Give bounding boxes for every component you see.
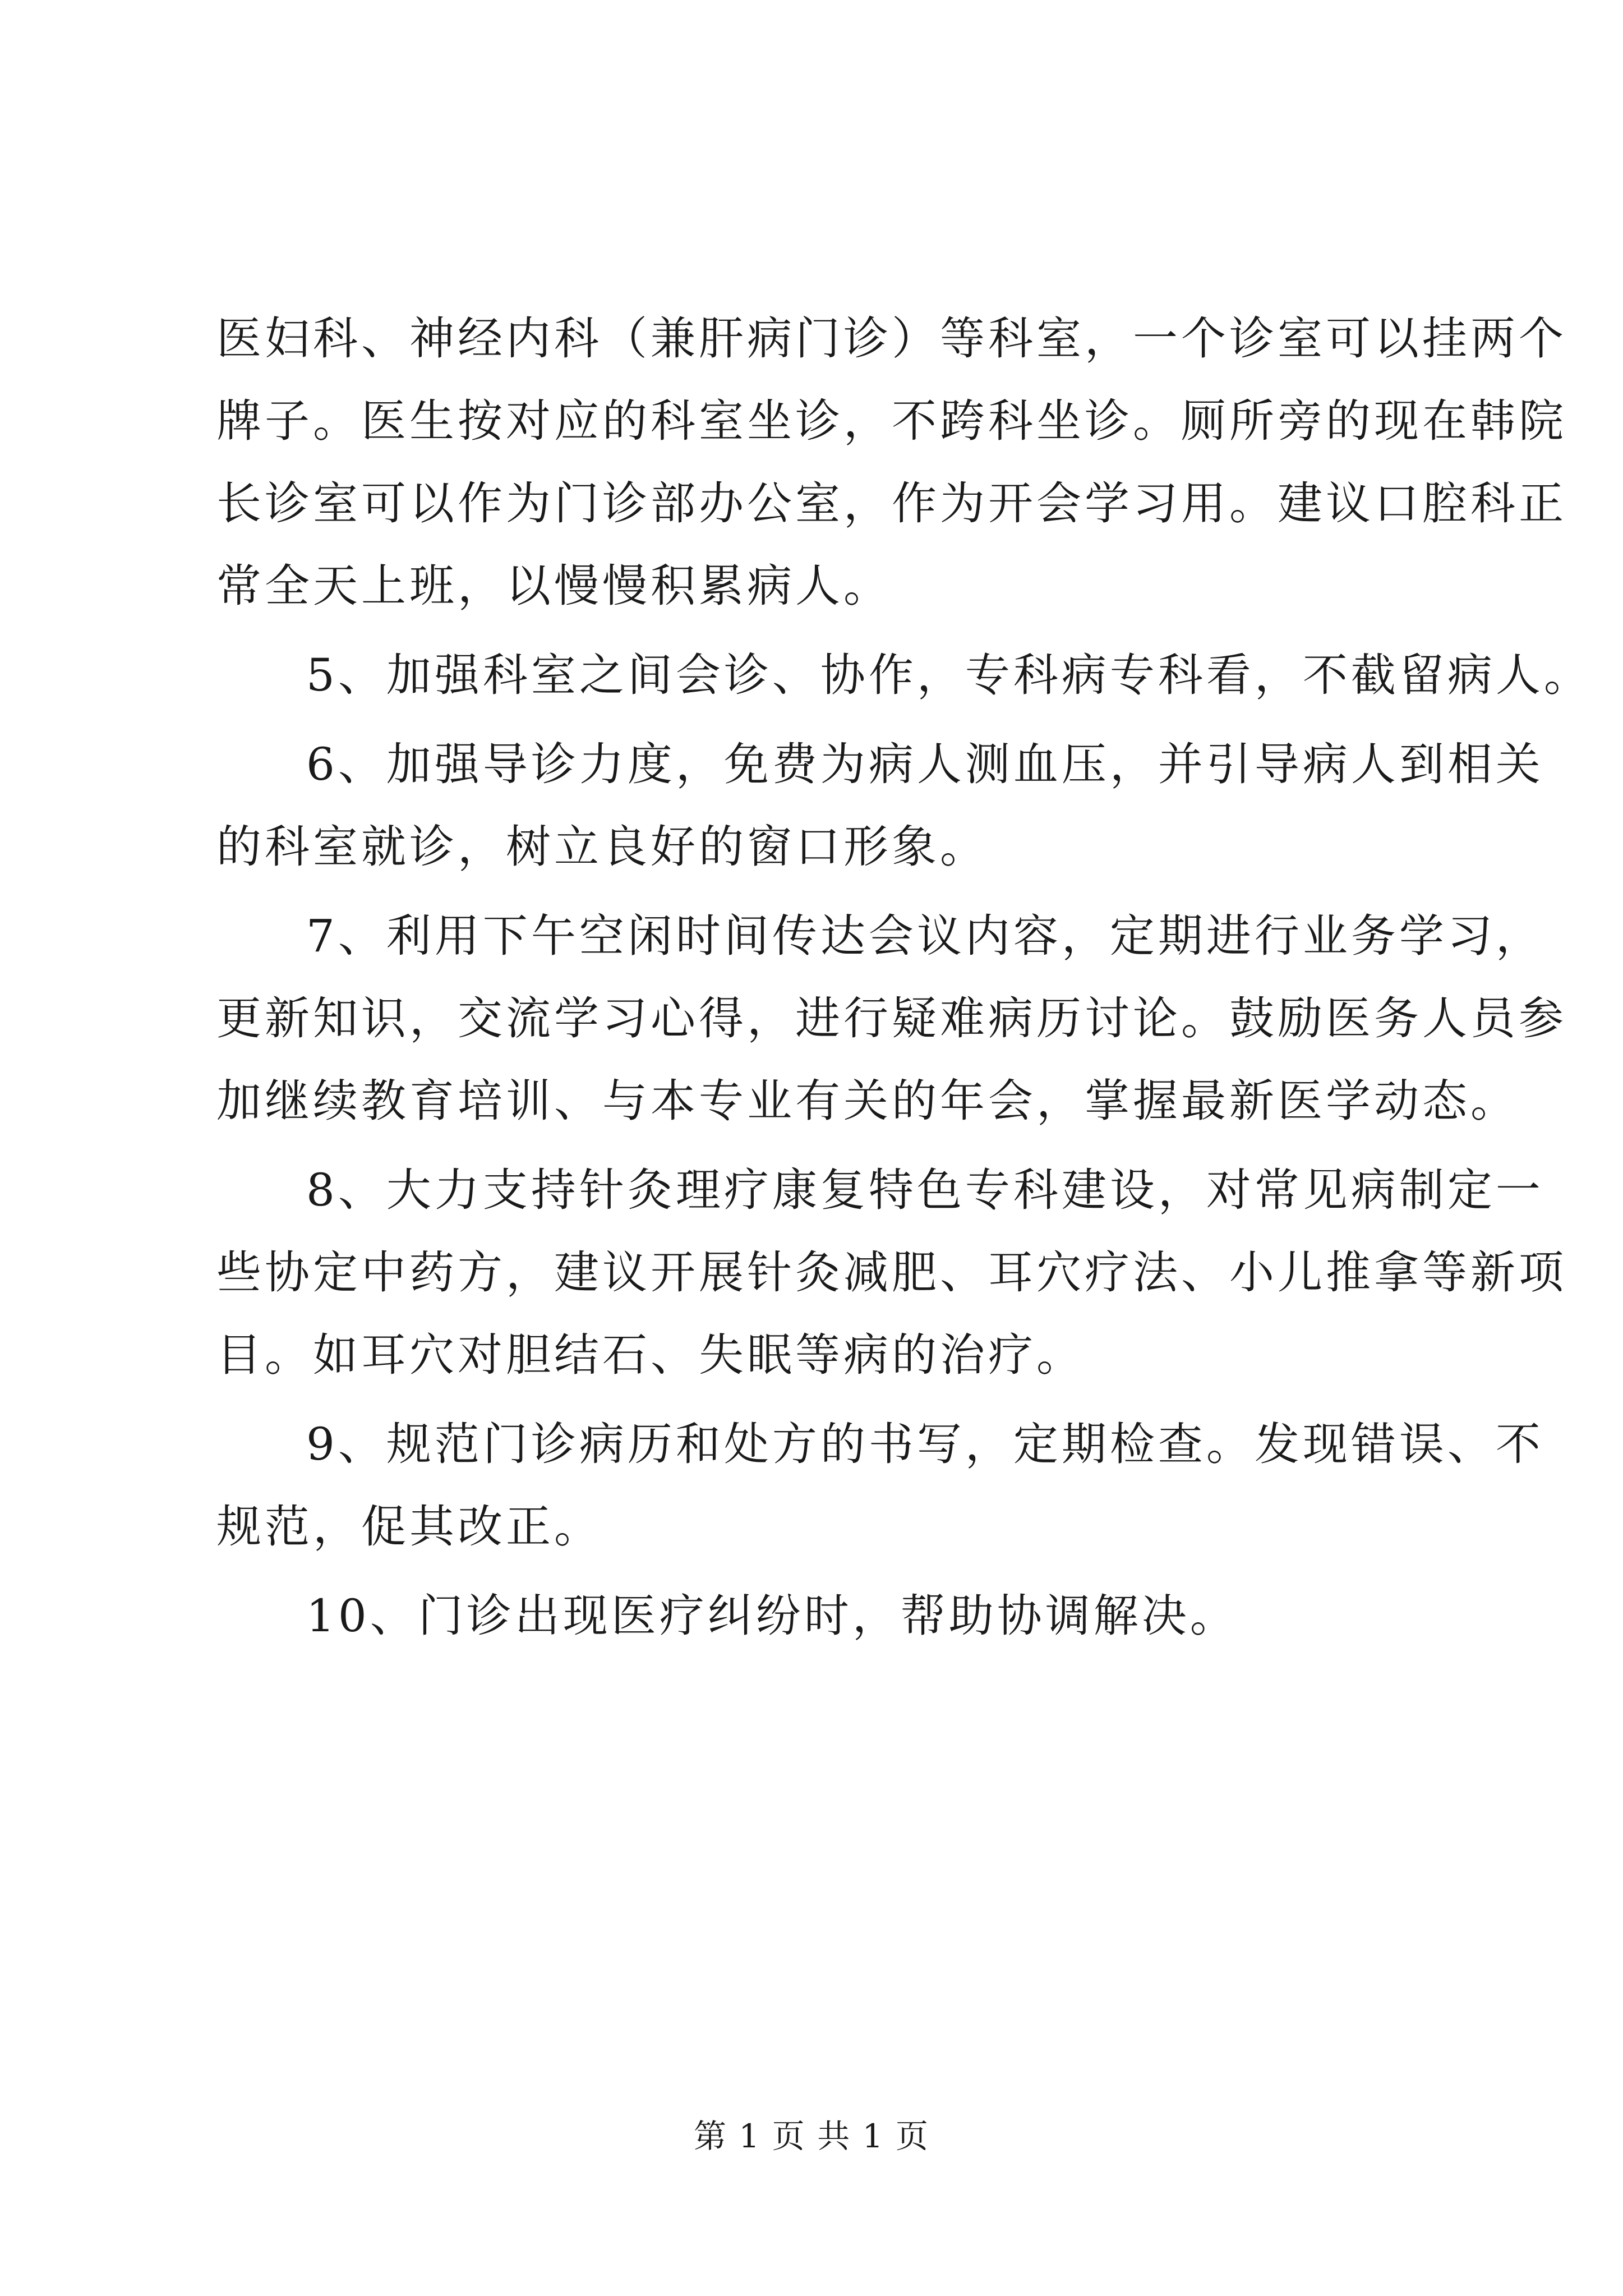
paragraph-line: 长诊室可以作为门诊部办公室，作为开会学习用。建议口腔科正 — [216, 477, 1567, 530]
paragraph-line: 更新知识，交流学习心得，进行疑难病历讨论。鼓励医务人员参 — [216, 992, 1567, 1045]
paragraph-line: 牌子。医生按对应的科室坐诊，不跨科坐诊。厕所旁的现在韩院 — [216, 395, 1567, 447]
paragraph-line: 些协定中药方，建议开展针灸减肥、耳穴疗法、小儿推拿等新项 — [216, 1246, 1567, 1299]
paragraph-line: 6、加强导诊力度，免费为病人测血压，并引导病人到相关 — [306, 738, 1544, 790]
page-footer — [0, 2114, 1623, 2159]
paragraph-line: 10、门诊出现医疗纠纷时，帮助协调解决。 — [306, 1590, 1238, 1642]
paragraph-line: 9、规范门诊病历和处方的书写，定期检查。发现错误、不 — [306, 1418, 1544, 1470]
paragraph-line: 规范，促其改正。 — [216, 1501, 602, 1553]
document-body — [216, 297, 1592, 1657]
paragraph-line: 加继续教育培训、与本专业有关的年会，掌握最新医学动态。 — [216, 1075, 1519, 1127]
paragraph-line: 7、利用下午空闲时间传达会议内容，定期进行业务学习， — [306, 910, 1544, 962]
paragraph-line: 目。如耳穴对胆结石、失眠等病的治疗。 — [216, 1329, 1085, 1381]
paragraph-line: 8、大力支持针灸理疗康复特色专科建设，对常见病制定一 — [306, 1164, 1544, 1216]
paragraph-line: 常全天上班，以慢慢积累病人。 — [216, 560, 892, 612]
page-number: 第 1 页 共 1 页 — [694, 2117, 929, 2155]
paragraph-line: 医妇科、神经内科（兼肝病门诊）等科室，一个诊室可以挂两个 — [216, 312, 1567, 365]
paragraph-line: 5、加强科室之间会诊、协作，专科病专科看，不截留病人。 — [306, 649, 1592, 701]
paragraph-line: 的科室就诊，树立良好的窗口形象。 — [216, 821, 988, 873]
